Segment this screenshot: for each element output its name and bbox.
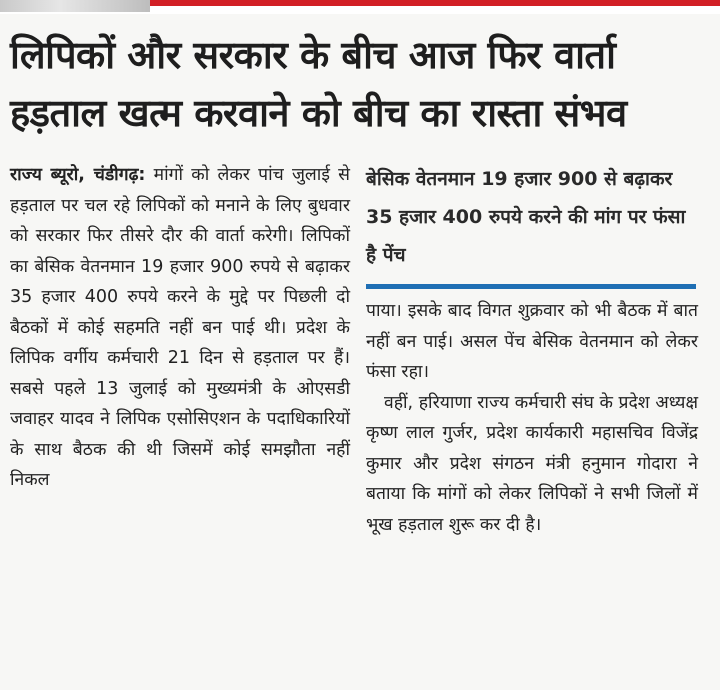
- red-band: [150, 0, 720, 6]
- top-strip: [0, 0, 720, 14]
- headline-line-1: लिपिकों और सरकार के बीच आज फिर वार्ता: [10, 33, 616, 77]
- left-body: मांगों को लेकर पांच जुलाई से हड़ताल पर चल रहे लिपिकों को मनाने के लिए बुधवार को सरकार फिर तीसरे दौर की वार्ता करेगी। लिपिकों का बेसिक वेतनमान 19 हजार 900 रुपये से बढ़ाकर 35 हजार 400 रुपये करने के मुद्दे पर पिछली दो बैठकों में कोई सहमति नहीं बन पाई थी। प्रदेश के लिपिक वर्गीय कर्मचारी 21 दिन से हड़ताल पर हैं। सबसे पहले 13 जुलाई को मुख्यमंत्री के ओएसडी जवाहर यादव ने लिपिक एसोसिएशन के पदाधिकारियों के साथ बैठक की थी जिसमें कोई समझौता नहीं निकल: [10, 165, 350, 490]
- blue-rule: [366, 284, 696, 289]
- right-column: [366, 296, 698, 540]
- left-column: [10, 160, 350, 496]
- subheadline: बेसिक वेतनमान 19 हजार 900 से बढ़ाकर 35 हजार 400 रुपये करने की मांग पर फंसा है पेंच: [366, 168, 686, 266]
- photo-edge: [0, 0, 150, 12]
- left-paragraph: [10, 160, 350, 496]
- headline-line-2: हड़ताल खत्म करवाने को बीच का रास्ता संभव: [10, 91, 627, 135]
- right-paragraph-2: वहीं, हरियाणा राज्य कर्मचारी संघ के प्रदेश अध्यक्ष कृष्ण लाल गुर्जर, प्रदेश कार्यकारी महासचिव विजेंद्र कुमार और प्रदेश संगठन मंत्री हनुमान गोदारा ने बताया कि मांगों को लेकर लिपिकों ने सभी जिलों में भूख हड़ताल शुरू कर दी है।: [366, 392, 698, 535]
- dateline: राज्य ब्यूरो, चंडीगढ़:: [10, 165, 146, 185]
- right-paragraph-1: पाया। इसके बाद विगत शुक्रवार को भी बैठक में बात नहीं बन पाई। असल पेंच बेसिक वेतनमान को लेकर फंसा रहा।: [366, 301, 698, 382]
- headline: [10, 26, 710, 142]
